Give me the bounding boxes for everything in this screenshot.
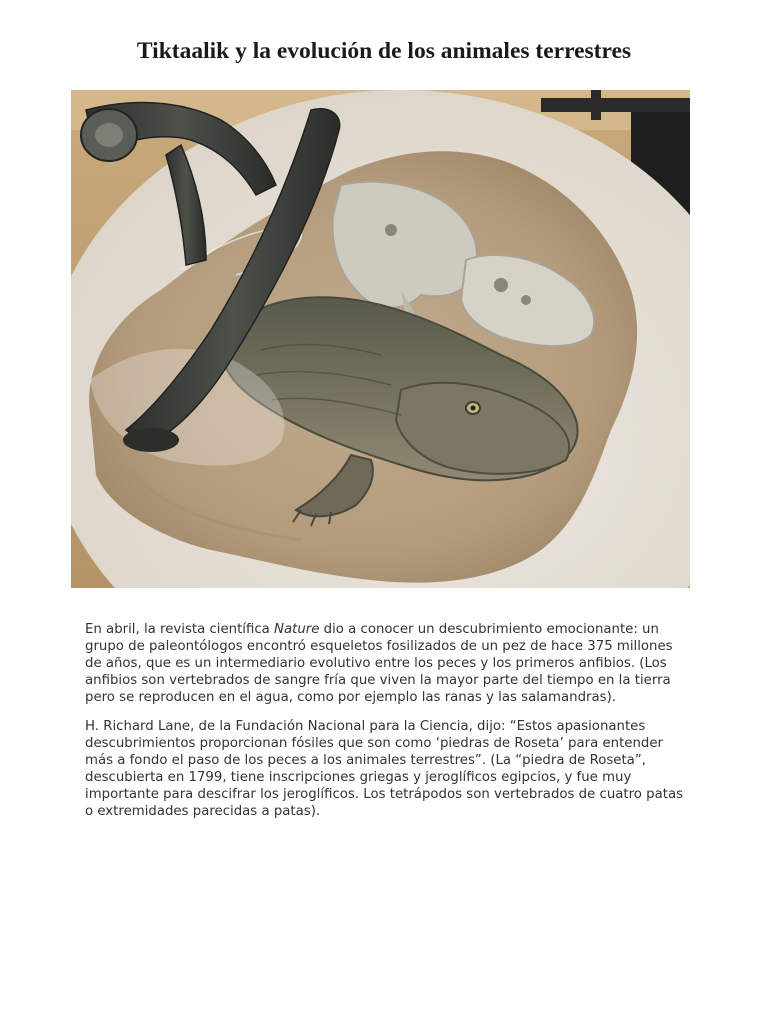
paragraph-2: H. Richard Lane, de la Fundación Nacional para la Ciencia, dijo: “Estos apasionantes descubrimientos proporcionan fósiles que son como ‘piedras de Roseta’ para entender más a fondo el paso de los peces a los animales terrestres”. (La “piedra de Roseta”, descubierta en 1799, tiene inscripciones griegas y jeroglíficos egipcios, y fue muy importante para descifrar los jeroglíficos. Los tetrápodos son vertebrados de cuatro patas o extremidades parecidas a patas). [85,719,684,819]
tiktaalik-model-photo [71,90,690,588]
paragraph-1-rest: dio a conocer un descubrimiento emocionante: un grupo de paleontólogos encontró esqueletos fosilizados de un pez de hace 375 millones de años, que es un intermediario evolutivo entre los peces y los primeros anfibios. (Los anfibios son vertebrados de sangre fría que viven la mayor parte del tiempo en la tierra pero se reproducen en el agua, como por ejemplo las ranas y las salamandras). [85,622,673,705]
photo-illustration [71,90,690,588]
paragraph-1 [85,621,685,706]
page-title: Tiktaalik y la evolución de los animales terrestres [136,38,632,64]
journal-name: Nature [274,622,320,637]
article-body [85,621,685,832]
paragraph-1-intro: En abril, la revista científica [85,622,275,637]
